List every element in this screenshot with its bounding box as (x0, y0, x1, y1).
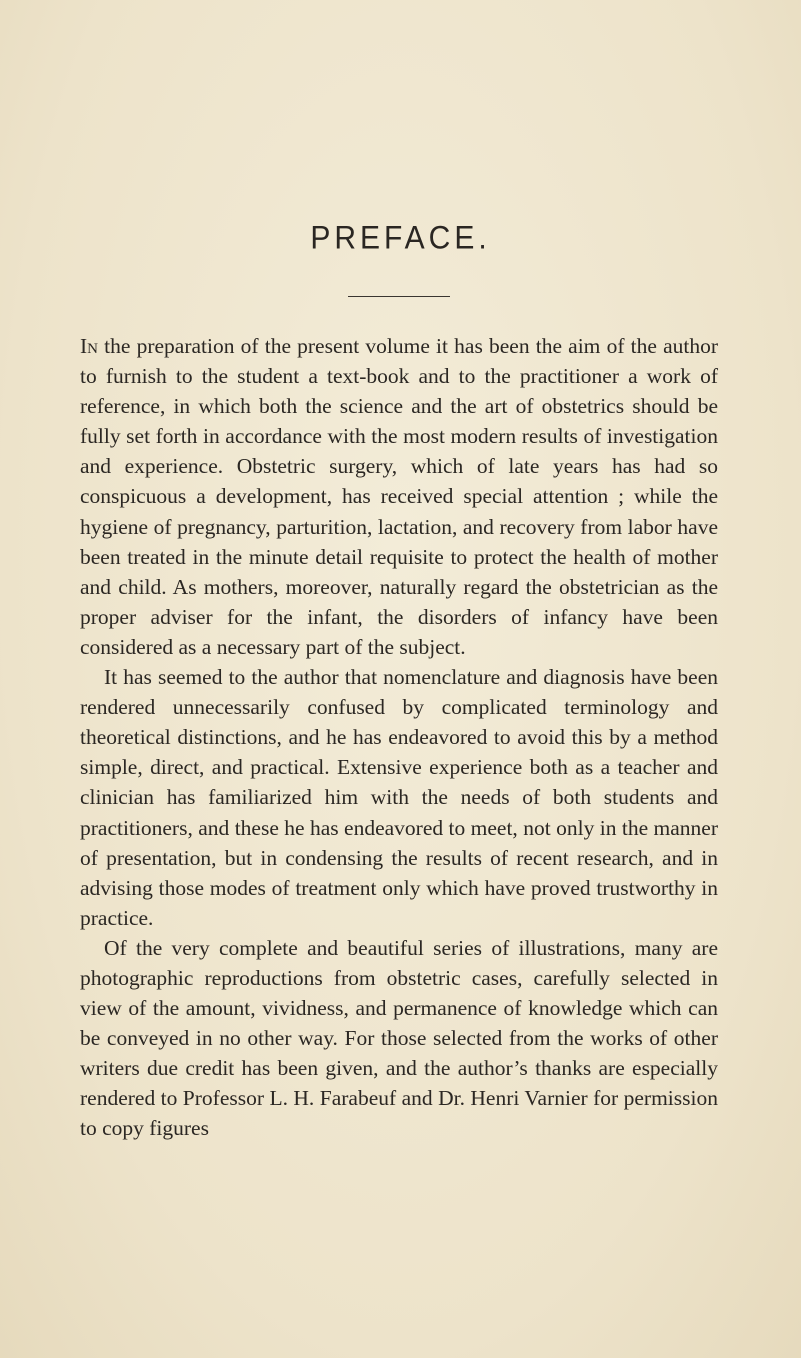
page-title: PREFACE. (310, 220, 491, 257)
preface-body (80, 331, 718, 1144)
paragraph-1-lead: In (80, 334, 98, 358)
paragraph-2: It has seemed to the author that nomenclature and diagnosis have been rendered unnecessarily confused by complicated terminology and theoretical distinctions, and he has endeavored to avoid this by a method simple, direct, and practical. Extensive experience both as a teacher and clinician has familiarized him with the needs of both students and practitioners, and these he has endeavored to meet, not only in the manner of presentation, but in condensing the results of recent research, and in advising those modes of treatment only which have proved trustworthy in practice. (80, 665, 718, 930)
paragraph-1-text: the preparation of the present volume it has been the aim of the author to furnish to the student a text-book and to the practitioner a work of reference, in which both the science and the art of obstetrics should be fully set forth in accordance with the most modern results of investigation and experience. Obstetric surgery, which of late years has had so conspicuous a development, has received special attention ; while the hygiene of pregnancy, parturition, lactation, and recovery from labor have been treated in the minute detail requisite to protect the health of mother and child. As mothers, moreover, naturally regard the obstetrician as the proper adviser for the infant, the disorders of infancy have been considered as a necessary part of the subject. (80, 334, 718, 659)
paragraph-3: Of the very complete and beautiful series of illustrations, many are photographic reproductions from obstetric cases, carefully selected in view of the amount, vividness, and permanence of knowledge which can be conveyed in no other way. For those selected from the works of other writers due credit has been given, and the author’s thanks are especially rendered to Professor L. H. Farabeuf and Dr. Henri Varnier for permission to copy figures (80, 935, 718, 1141)
title-divider (348, 296, 450, 297)
paragraph-1 (80, 331, 718, 662)
